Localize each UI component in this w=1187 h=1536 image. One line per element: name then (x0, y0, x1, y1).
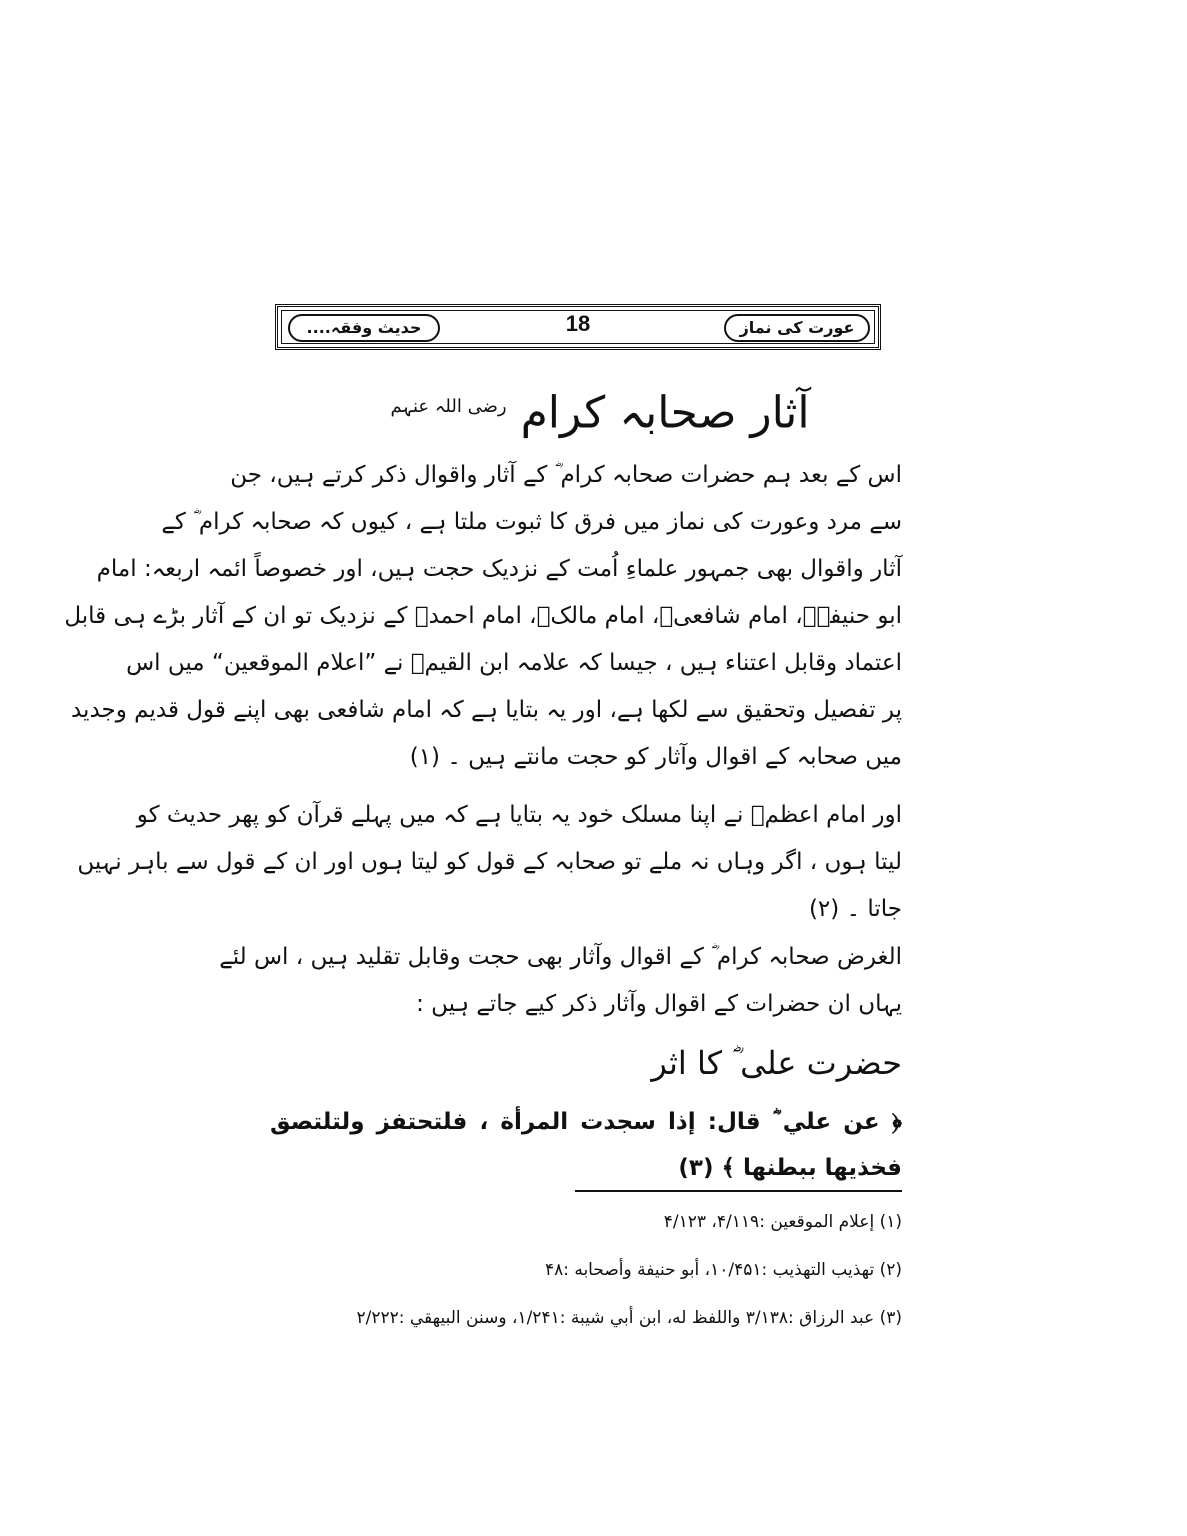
page-number: 18 (565, 311, 591, 336)
paragraph1-line: سے مرد وعورت کی نماز میں فرق کا ثبوت ملتا ہے ، کیوں کہ صحابہ کرام ؓ کے (161, 509, 902, 535)
paragraph1-line: ابو حنیفہؒ، امام شافعیؒ، امام مالکؒ، امام احمدؒ کے نزدیک تو ان کے آثار بڑے ہی قابل (64, 603, 902, 629)
page-title (330, 372, 870, 442)
paragraph2-line: لیتا ہوں ، اگر وہاں نہ ملے تو صحابہ کے قول کو لیتا ہوں اور ان کے قول سے باہر نہیں (77, 849, 902, 875)
book-title-label: عورت کی نماز (724, 314, 870, 342)
footnote: (۲) تهذيب التهذيب :۱۰/۴۵۱، أبو حنيفة وأصحابه :۴۸ (544, 1260, 902, 1280)
arabic-quote-line: فخذيها ببطنها ﴾ (۳) (678, 1155, 902, 1181)
page-header (275, 304, 881, 350)
title-text: آثار صحابہ کرام (520, 387, 810, 439)
section-subheading: حضرت علی ؓ کا اثر (651, 1044, 902, 1082)
paragraph1-line: اعتماد وقابل اعتناء ہیں ، جیسا کہ علامہ ابن القیمؒ نے ”اعلام الموقعین“ میں اس (126, 650, 902, 676)
paragraph1-line: آثار واقوال بھی جمہور علماءِ اُمت کے نزدیک حجت ہیں، اور خصوصاً ائمہ اربعہ: امام (96, 556, 902, 582)
paragraph1-line: میں صحابہ کے اقوال وآثار کو حجت مانتے ہیں ۔ (۱) (409, 744, 902, 770)
paragraph2-line: جاتا ۔ (۲) (808, 896, 902, 922)
section-label: حدیث وفقہ.... (288, 314, 440, 342)
paragraph1-line: پر تفصیل وتحقیق سے لکھا ہے، اور یہ بتایا ہے کہ امام شافعی بھی اپنے قول قدیم وجدید (70, 697, 902, 723)
paragraph3-line: یہاں ان حضرات کے اقوال وآثار ذکر کیے جاتے ہیں : (416, 991, 902, 1017)
title-honorific: رضی اللہ عنہم (390, 396, 507, 417)
paragraph1-line: اس کے بعد ہم حضرات صحابہ کرام ؓ کے آثار واقوال ذکر کرتے ہیں، جن (230, 462, 902, 488)
footnote: (۳) عبد الرزاق :۳/۱۳۸ واللفظ له، ابن أبي شيبة :۱/۲۴۱، وسنن البيهقي :۲/۲۲۲ (356, 1308, 902, 1328)
footnote: (۱) إعلام الموقعين :۴/۱۱۹، ۴/۱۲۳ (663, 1212, 902, 1232)
paragraph2-line: اور امام اعظمؒ نے اپنا مسلک خود یہ بتایا ہے کہ میں پہلے قرآن کو پھر حدیث کو (136, 802, 902, 828)
arabic-quote-line: ﴿ عن علي ؓ قال: إذا سجدت المرأة ، فلتحتفز ولتلتصق (270, 1109, 902, 1135)
footnote-divider (575, 1190, 902, 1192)
paragraph3-line: الغرض صحابہ کرام ؓ کے اقوال وآثار بھی حجت وقابل تقلید ہیں ، اس لئے (219, 944, 902, 970)
